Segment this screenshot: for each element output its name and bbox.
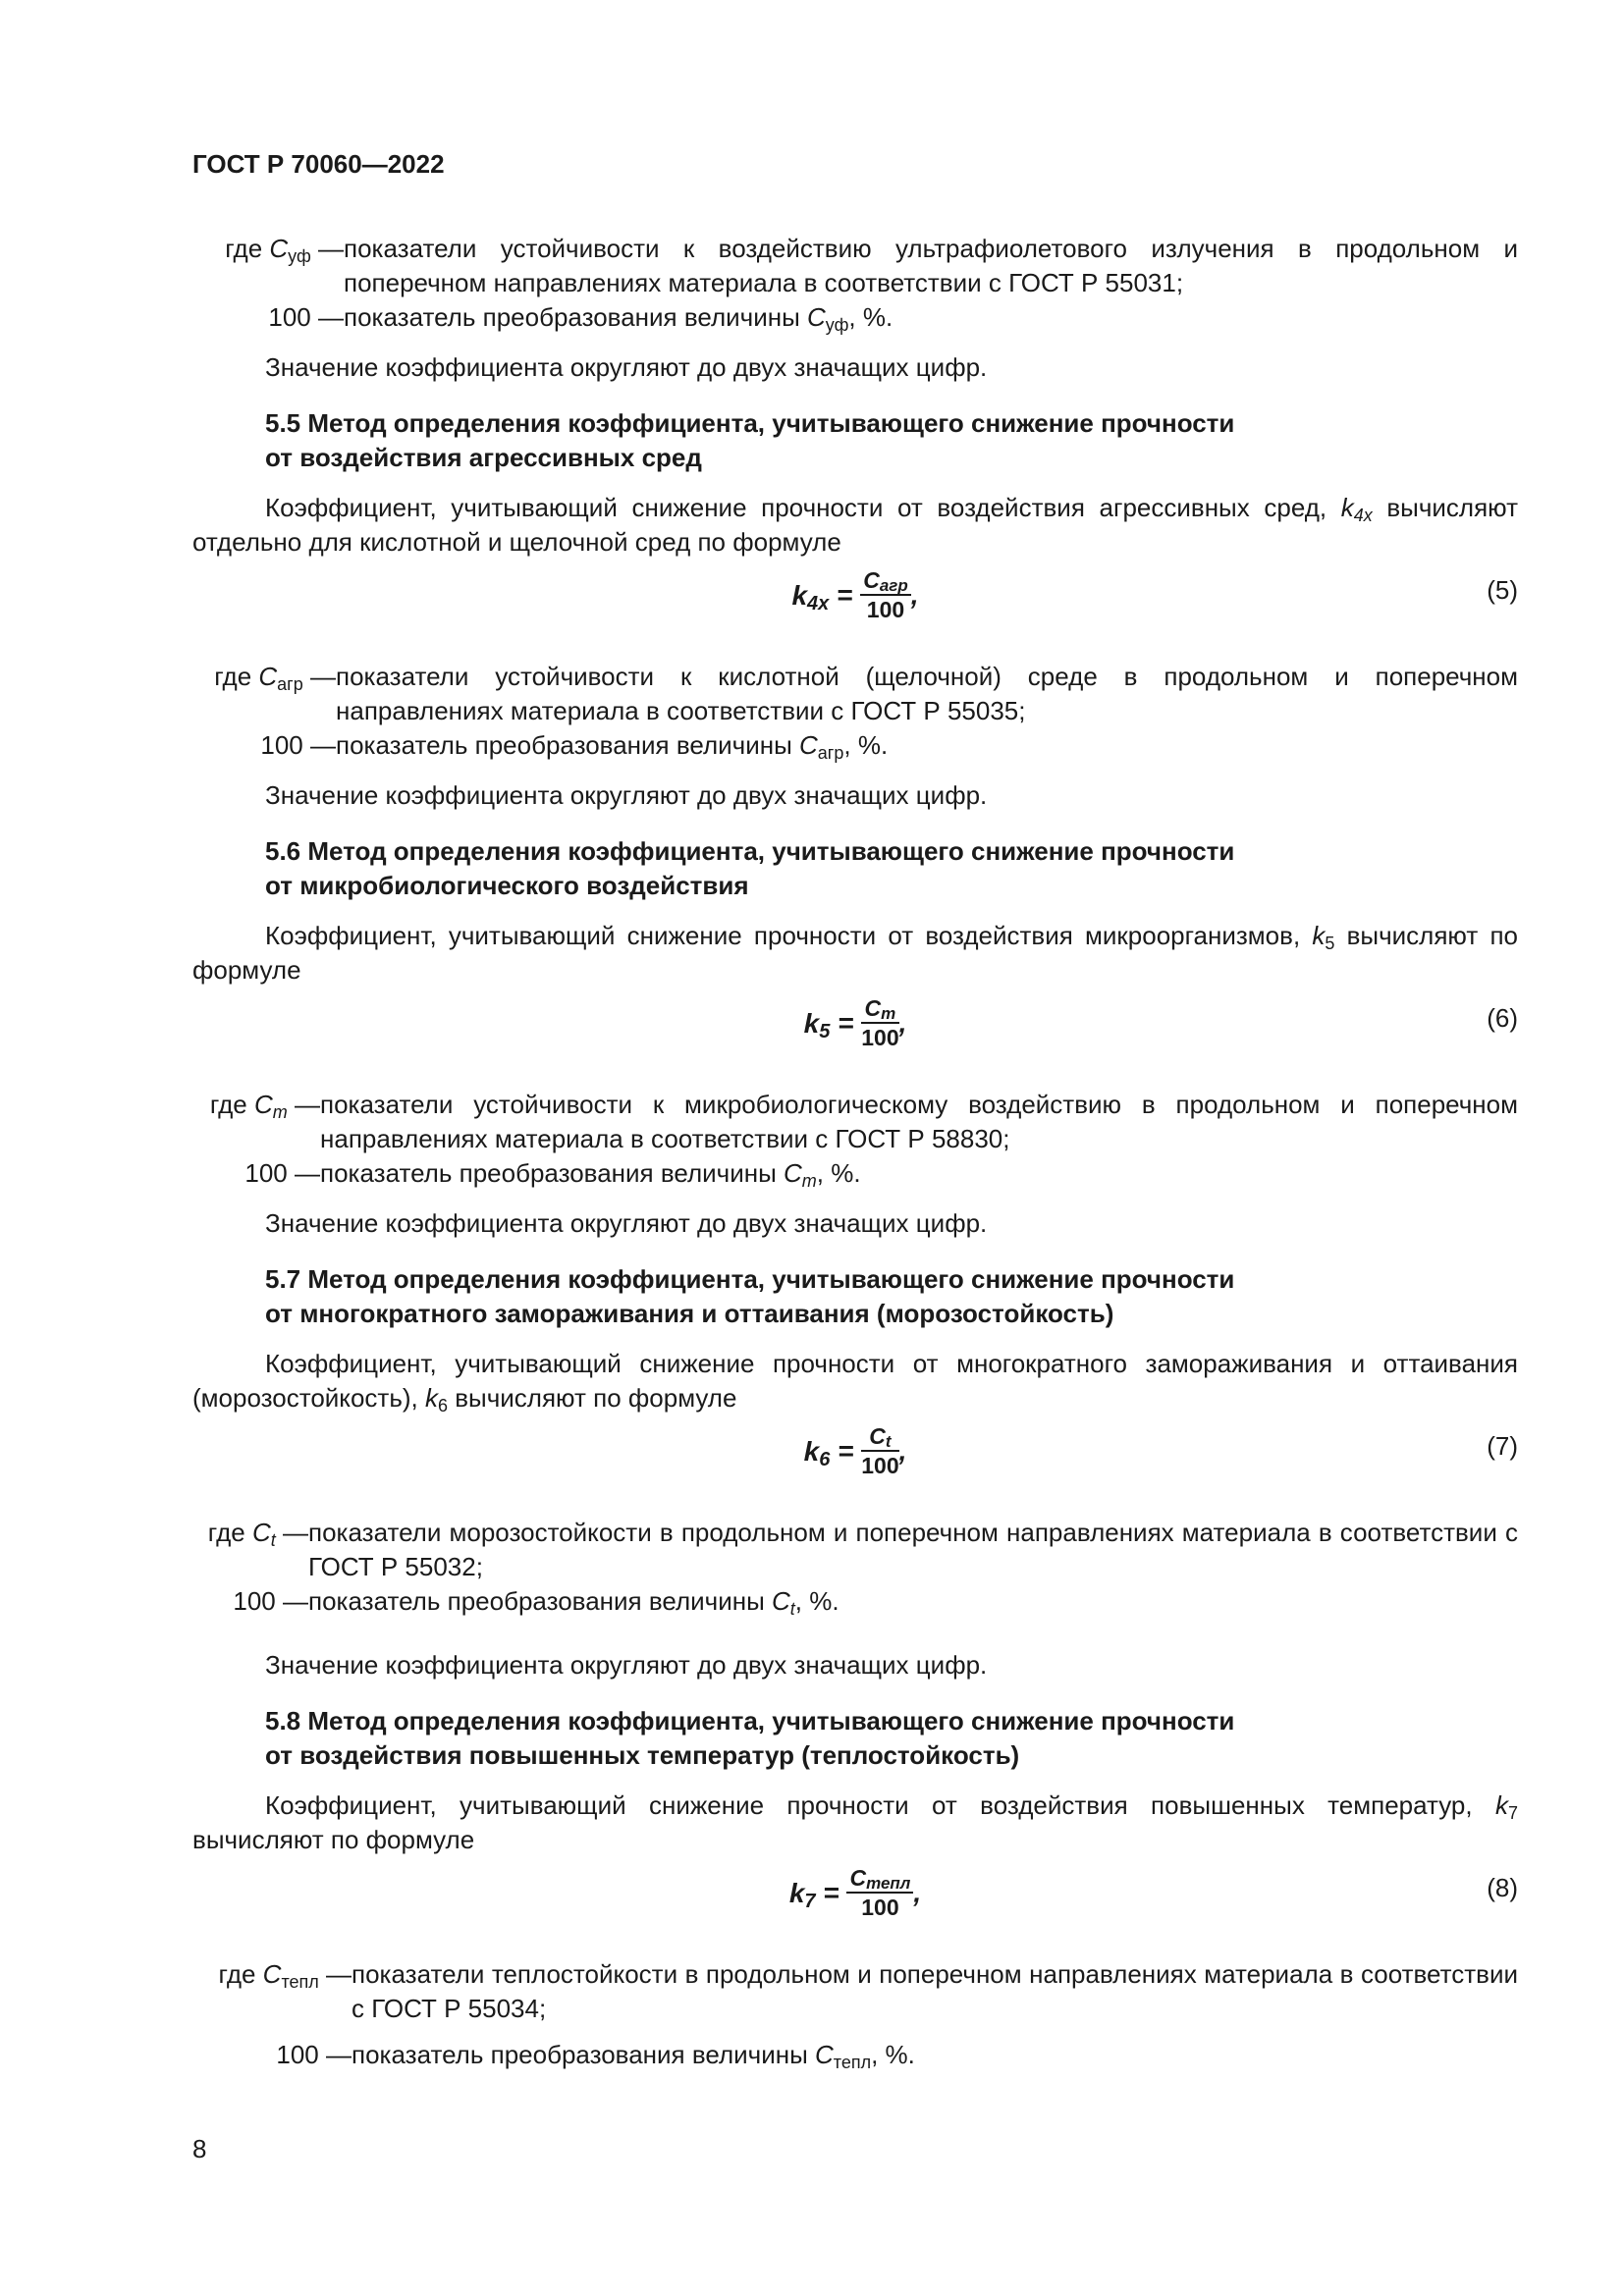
- definition-text: показатель преобразования величины $C_{агр}$, %.: [336, 730, 889, 763]
- rounding-note: Значение коэффициента округляют до двух значащих цифр.: [265, 780, 988, 810]
- definition-term: 100 —: [276, 2040, 352, 2069]
- formula-6: [192, 995, 1518, 1070]
- section-heading-5-8-cont: от воздействия повышенных температур (теплостойкость): [265, 1740, 1020, 1770]
- rounding-note: Значение коэффициента округляют до двух значащих цифр.: [265, 1650, 988, 1680]
- definition-term: где $C_{уф}$ —: [225, 234, 344, 266]
- rounding-note: Значение коэффициента округляют до двух значащих цифр.: [265, 1208, 988, 1238]
- definition-c-tepl: [192, 1957, 1518, 2026]
- section-heading-5-7-cont: от многократного замораживания и оттаивания (морозостойкость): [265, 1299, 1114, 1328]
- definition-term: 100 —: [244, 1158, 320, 1188]
- page-number: 8: [192, 2134, 207, 2163]
- formula-number: (5): [1487, 575, 1518, 605]
- definition-100: [192, 300, 1518, 335]
- formula-number: (6): [1487, 1003, 1518, 1033]
- definition-text: показатели устойчивости к микробиологическому воздействию в продольном и поперечном направлениях материала в соответствии с ГОСТ Р 58830;: [320, 1090, 1518, 1153]
- formula-8: [192, 1865, 1518, 1940]
- formula-expression: $k_5$ = $\frac{C_m}{100}$ ,: [803, 995, 907, 1050]
- section-heading-5-6-cont: от микробиологического воздействия: [265, 871, 749, 900]
- document-header: ГОСТ Р 70060—2022: [192, 149, 445, 179]
- document-body: [192, 232, 1518, 2072]
- formula-expression: $k_6$ = $\frac{C_t}{100}$ ,: [803, 1423, 907, 1478]
- definition-text: показатели устойчивости к воздействию ультрафиолетового излучения в продольном и поперечном направлениях материала в соответствии с ГОСТ Р 55031;: [344, 234, 1518, 297]
- section-heading-5-8: 5.8 Метод определения коэффициента, учитывающего снижение прочности: [265, 1706, 1235, 1735]
- definition-text: показатель преобразования величины $C_{уф}$, %.: [344, 302, 893, 335]
- definition-term: 100 —: [260, 730, 336, 760]
- definition-c-agr: [192, 660, 1518, 728]
- paragraph-5-6: Коэффициент, учитывающий снижение прочности от воздействия микроорганизмов, $k_5$ вычисляют по формуле: [192, 921, 1518, 985]
- section-heading-5-7: 5.7 Метод определения коэффициента, учитывающего снижение прочности: [265, 1264, 1235, 1294]
- definition-c-m: [192, 1088, 1518, 1156]
- definition-c-t: [192, 1516, 1518, 1584]
- definition-term: 100 —: [233, 1586, 308, 1616]
- formula-number: (7): [1487, 1431, 1518, 1461]
- definition-text: показатели морозостойкости в продольном и поперечном направлениях материала в соответствии с ГОСТ Р 55032;: [308, 1518, 1518, 1581]
- definition-c-uf: [192, 232, 1518, 300]
- section-heading-5-5-cont: от воздействия агрессивных сред: [265, 443, 702, 472]
- definition-text: показатели устойчивости к кислотной (щелочной) среде в продольном и поперечном направлениях материала в соответствии с ГОСТ Р 55035;: [336, 662, 1518, 725]
- definition-term: где $C_m$ —: [209, 1090, 320, 1122]
- definition-100: [192, 1156, 1518, 1191]
- definition-term: где $C_t$ —: [207, 1518, 308, 1550]
- definition-100: [192, 1584, 1518, 1619]
- formula-5: [192, 567, 1518, 642]
- definition-term: где $C_{агр}$ —: [214, 662, 336, 694]
- formula-number: (8): [1487, 1873, 1518, 1902]
- definition-text: показатель преобразования величины $C_t$, %.: [308, 1586, 839, 1619]
- formula-7: [192, 1423, 1518, 1498]
- definition-term: 100 —: [268, 302, 344, 332]
- paragraph-5-5: Коэффициент, учитывающий снижение прочности от воздействия агрессивных сред, $k_{4x}$ вычисляют отдельно для кислотной и щелочной сред по формуле: [192, 493, 1518, 557]
- section-heading-5-6: 5.6 Метод определения коэффициента, учитывающего снижение прочности: [265, 836, 1235, 866]
- definition-text: показатели теплостойкости в продольном и поперечном направлениях материала в соответствии с ГОСТ Р 55034;: [352, 1959, 1518, 2023]
- definition-text: показатель преобразования величины $C_m$, %.: [320, 1158, 861, 1191]
- definition-100: [192, 728, 1518, 763]
- definition-term: где $C_{тепл}$ —: [218, 1959, 352, 1992]
- paragraph-5-7: Коэффициент, учитывающий снижение прочности от многократного замораживания и оттаивания (морозостойкость), $k_6$ вычисляют по формуле: [192, 1349, 1518, 1415]
- formula-expression: $k_7$ = $\frac{C_{тепл}}{100}$ ,: [788, 1865, 922, 1920]
- paragraph-5-8: Коэффициент, учитывающий снижение прочности от воздействия повышенных температур, $k_7$ вычисляют по формуле: [192, 1790, 1518, 1854]
- rounding-note: Значение коэффициента округляют до двух значащих цифр.: [265, 352, 988, 382]
- section-heading-5-5: 5.5 Метод определения коэффициента, учитывающего снижение прочности: [265, 408, 1235, 438]
- definition-text: показатель преобразования величины $C_{тепл}$, %.: [352, 2040, 915, 2072]
- formula-expression: $k_{4x}$ = $\frac{C_{агр}}{100}$ ,: [791, 567, 919, 622]
- definition-100: [192, 2038, 1518, 2072]
